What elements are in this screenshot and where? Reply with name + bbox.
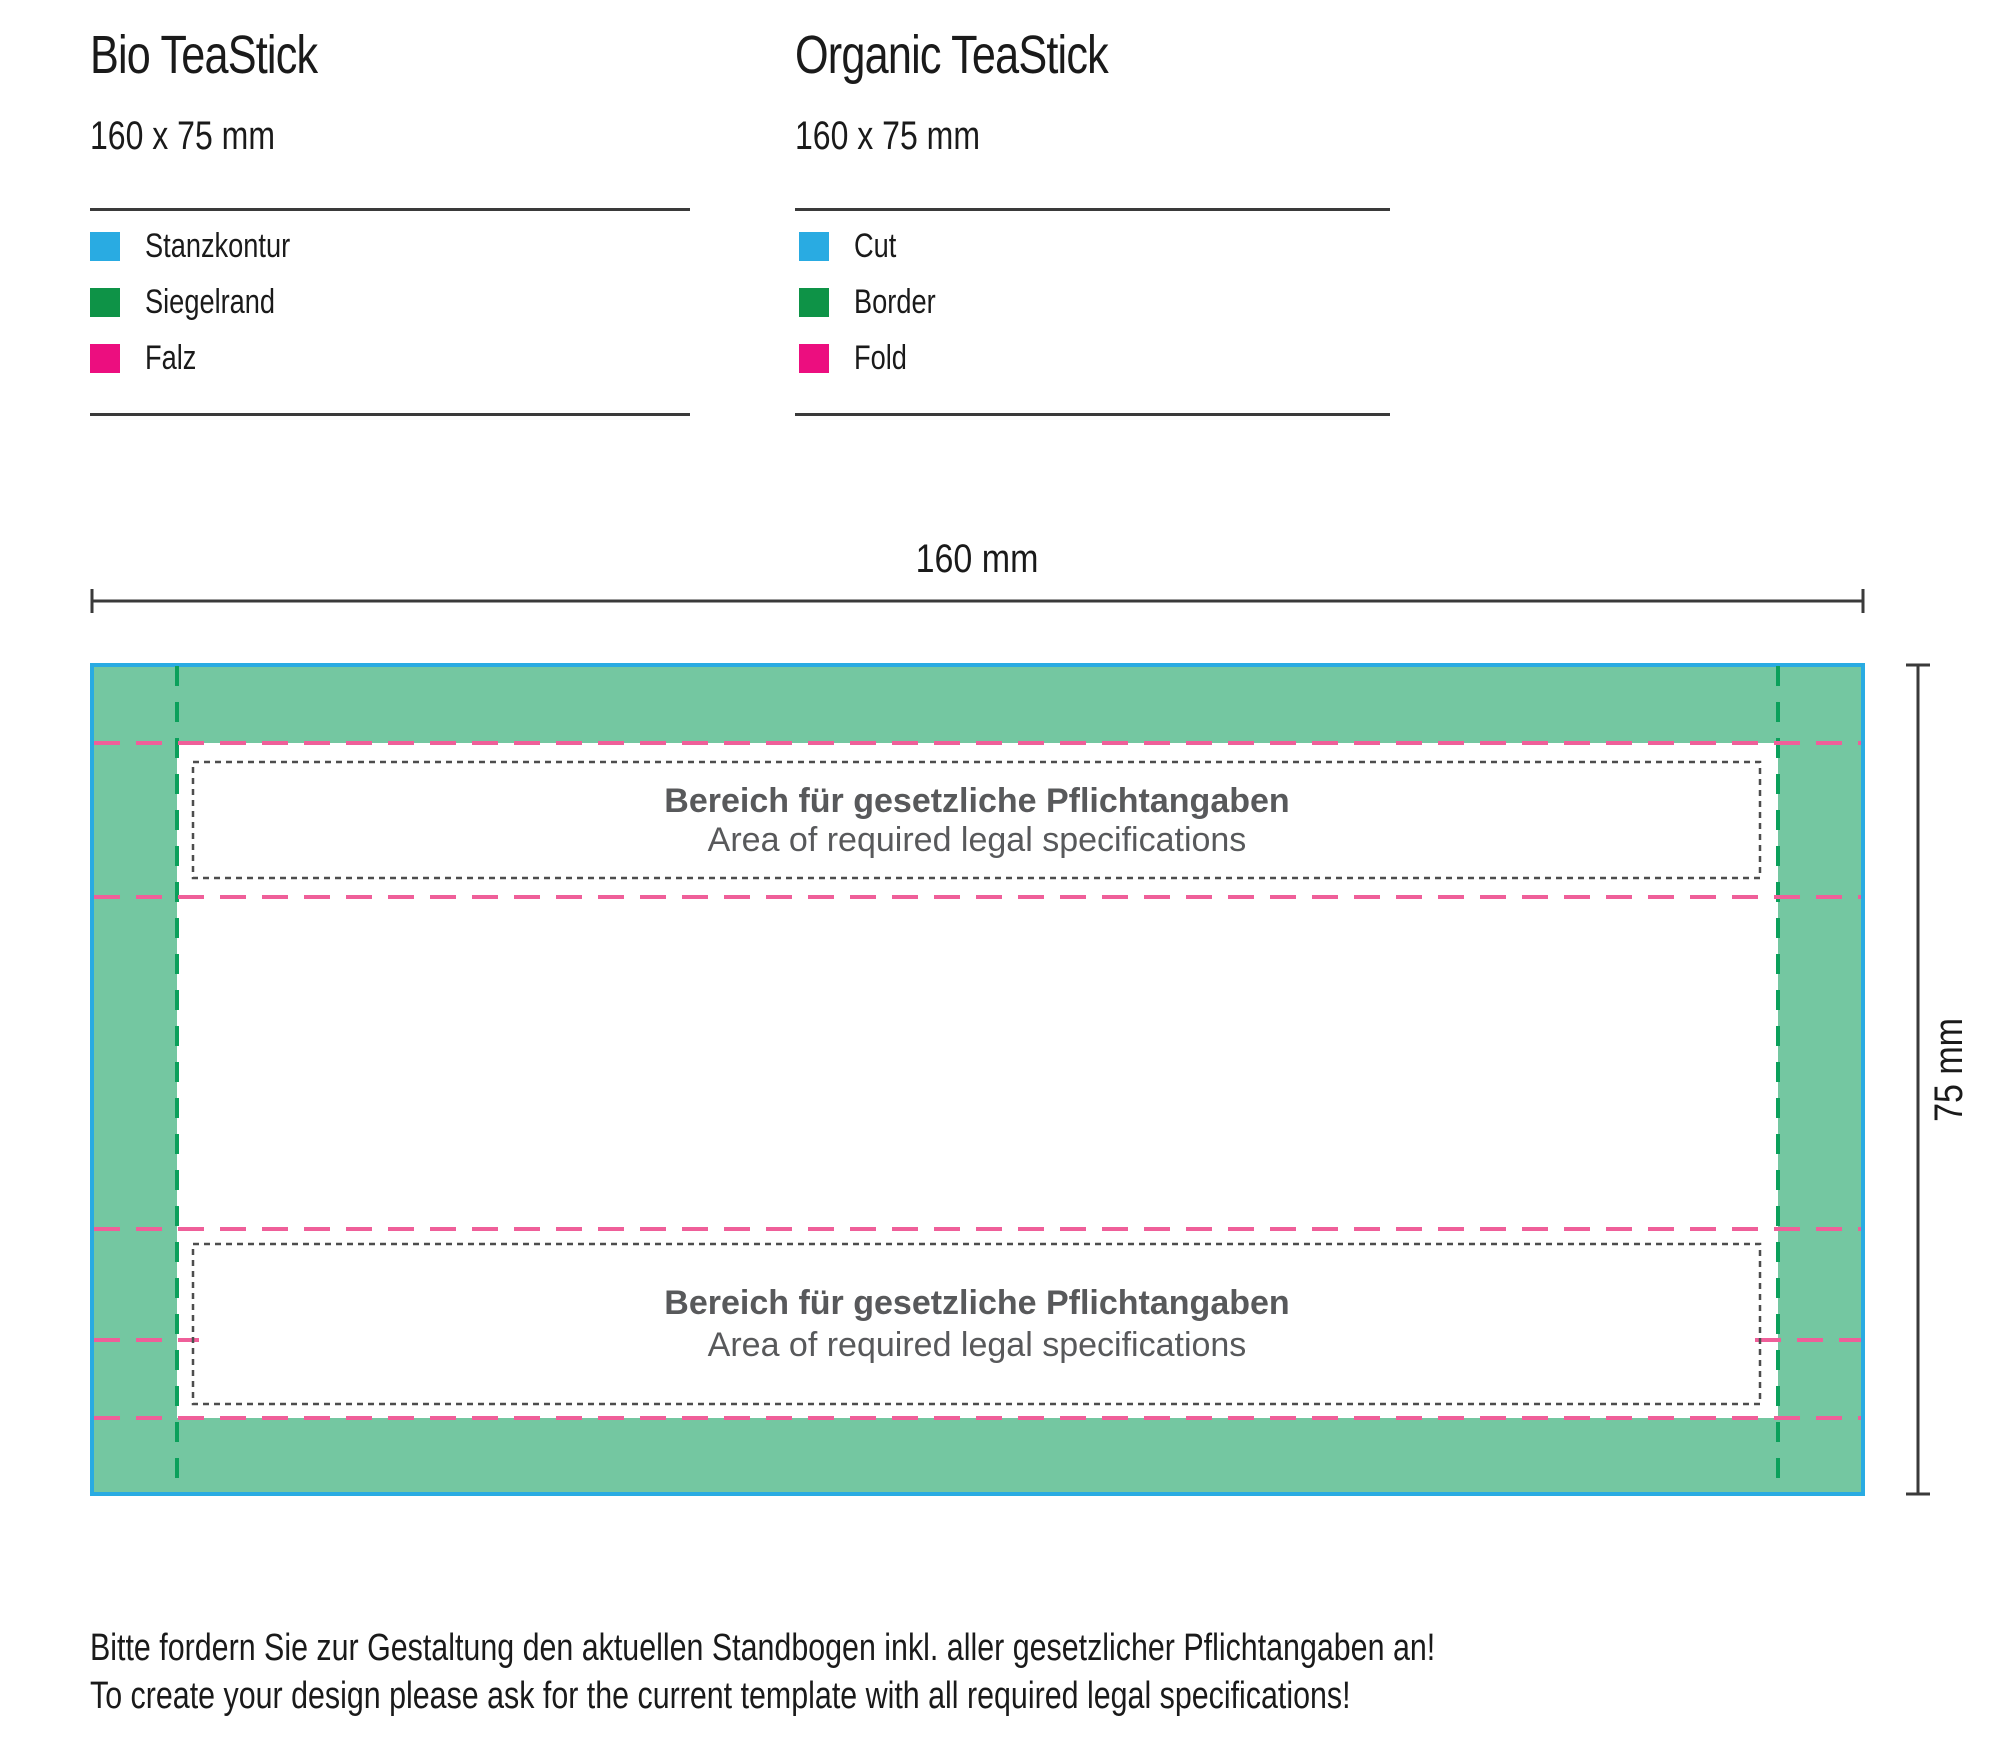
legal-area-text-en: Area of required legal specifications — [707, 821, 1247, 859]
width-dimension-label: 160 mm — [915, 535, 1039, 581]
footer-line-de: Bitte fordern Sie zur Gestaltung den aktuellen Standbogen inkl. aller gesetzlicher Pflichtangaben an! — [90, 1627, 1436, 1669]
height-dimension-label: 75 mm — [1925, 1018, 1971, 1122]
legal-area-text-de: Bereich für gesetzliche Pflichtangaben — [664, 782, 1290, 820]
product-size-de: 160 x 75 mm — [90, 114, 275, 158]
seal-area-left — [94, 667, 177, 1492]
legend-label: Siegelrand — [145, 282, 276, 321]
seal-area-right — [1778, 667, 1861, 1492]
height-dimension — [1906, 665, 1971, 1494]
width-dimension — [92, 535, 1863, 613]
product-title-de: Bio TeaStick — [90, 25, 318, 85]
legend-label: Stanzkontur — [145, 226, 291, 265]
legal-area-text-de: Bereich für gesetzliche Pflichtangaben — [664, 1284, 1290, 1322]
footer-note — [90, 1624, 1772, 1720]
legend-label: Cut — [854, 226, 897, 265]
seal-area-top — [94, 667, 1861, 743]
legend-label: Fold — [854, 338, 907, 377]
product-title-en: Organic TeaStick — [795, 25, 1108, 85]
legend-label: Border — [854, 282, 936, 321]
legal-area-text-en: Area of required legal specifications — [707, 1326, 1247, 1364]
footer-line-en: To create your design please ask for the current template with all required legal specifications! — [90, 1675, 1351, 1717]
legend-label: Falz — [145, 338, 197, 377]
product-size-en: 160 x 75 mm — [795, 114, 980, 158]
seal-area-bottom — [94, 1418, 1861, 1492]
